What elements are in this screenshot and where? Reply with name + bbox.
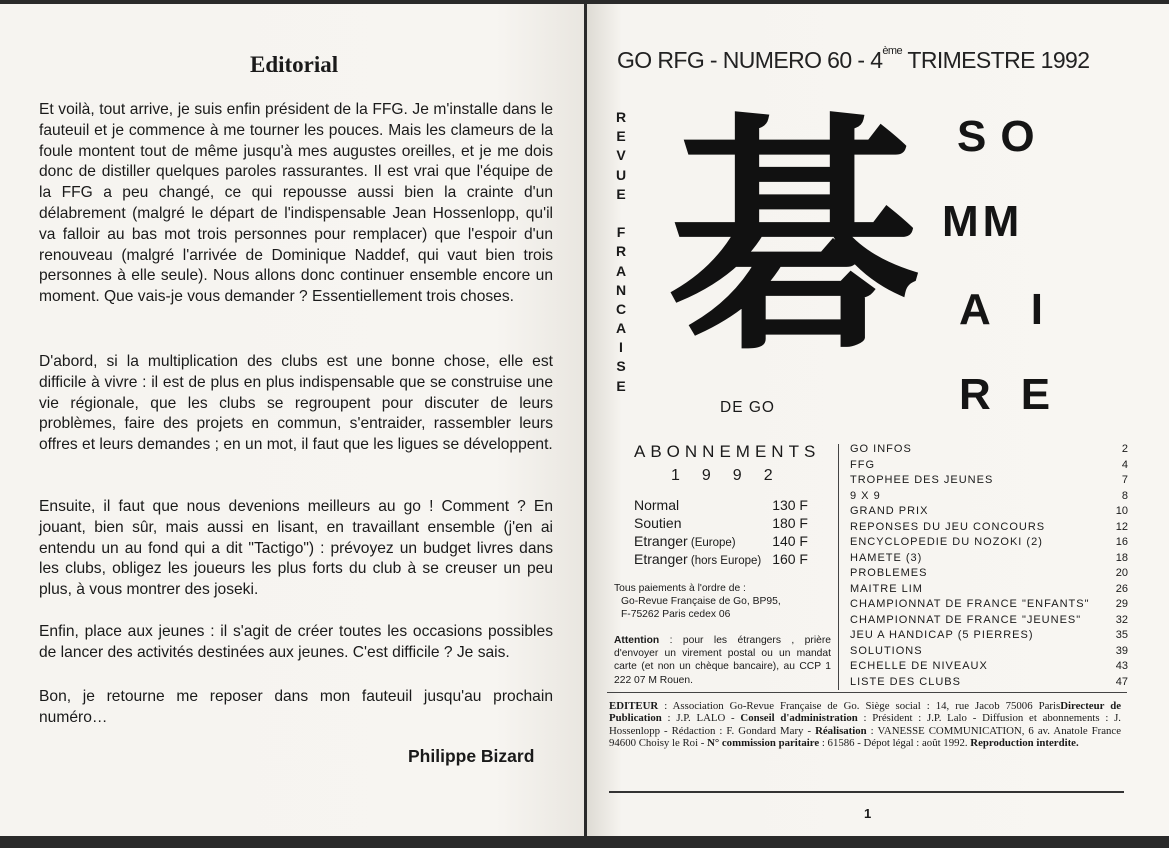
sommaire-line: SO: [957, 112, 1049, 161]
toc-title: ENCYCLOPEDIE DU NOZOKI (2): [850, 536, 1043, 548]
vertical-letter: R: [615, 243, 627, 260]
payment-instructions: [614, 582, 781, 621]
vertical-letter: F: [616, 224, 626, 241]
abonnement-price: 160 F: [772, 551, 808, 567]
abonnement-row: [634, 533, 808, 549]
payment-line: Tous paiements à l'ordre de :: [614, 583, 746, 594]
toc-entry: [850, 551, 1128, 567]
abonnements-title: ABONNEMENTS: [634, 442, 821, 461]
toc-page: 8: [1121, 489, 1128, 502]
abonnement-label: Etranger: [634, 551, 688, 567]
toc-page: 16: [1115, 536, 1128, 548]
toc-entry: [850, 675, 1128, 691]
toc-title: CHAMPIONNAT DE FRANCE "ENFANTS": [850, 598, 1090, 610]
vertical-letter: E: [616, 185, 626, 202]
abonnements-year: 1992: [671, 467, 795, 484]
issue-header-suffix: TRIMESTRE 1992: [902, 47, 1090, 73]
editorial-paragraph: Ensuite, il faut que nous devenions meilleurs au go ! Comment ? En jouant, bien sûr, mais aussi en lisant, en travaillant ensemble (j'en ai entendu un au fond qui a dit "Tactigo") : prévoyez un budget livres dans les clubs, obligez les joueurs les plus forts du club à se creuser un peu plus, à vous montrer des joseki.: [39, 498, 553, 599]
vertical-letter: C: [615, 300, 627, 317]
toc-title: HAMETE (3): [850, 551, 923, 564]
abonnement-price: 130 F: [772, 497, 808, 513]
right-page: [587, 4, 1169, 836]
vertical-letter: V: [616, 147, 626, 164]
toc-page: 10: [1115, 505, 1128, 517]
toc-title: 9 X 9: [850, 489, 881, 502]
toc-page: 43: [1115, 660, 1128, 672]
toc-title: CHAMPIONNAT DE FRANCE "JEUNES": [850, 613, 1082, 626]
vertical-letter: A: [615, 262, 627, 279]
toc-page: 18: [1115, 551, 1128, 564]
imprint-text: : Président : J.P. Lalo - Diffusion et abonnements : J. Hossenlopp - Rédaction : F. Gondard Mary -: [609, 712, 1121, 737]
abonnement-price: 180 F: [772, 515, 808, 531]
imprint-text: : Association Go-Revue Française de Go. Siège social : 14, rue Jacob 75006 Paris: [658, 700, 1061, 712]
issue-header-prefix: GO RFG - NUMERO 60 - 4: [617, 47, 883, 73]
abonnement-label: Etranger: [634, 533, 688, 549]
toc-title: TROPHEE DES JEUNES: [850, 474, 994, 486]
vertical-letter: A: [615, 320, 627, 337]
toc-entry: [850, 535, 1128, 551]
toc-title: JEU A HANDICAP (5 PIERRES): [850, 629, 1034, 641]
column-divider: [838, 444, 839, 690]
imprint-label: Conseil d'administration: [740, 712, 858, 725]
imprint-text: : J.P. LALO -: [661, 712, 741, 725]
vertical-revue-francaise: [614, 108, 628, 396]
toc-entry: [850, 473, 1128, 489]
toc-title: LISTE DES CLUBS: [850, 675, 961, 688]
issue-header: [617, 47, 1089, 74]
toc-entry: [850, 458, 1128, 474]
toc-title: MAITRE LIM: [850, 582, 923, 595]
toc-entry: [850, 613, 1128, 629]
issue-header-sup: ème: [882, 45, 902, 57]
toc-entry: [850, 582, 1128, 598]
payment-line: Go-Revue Française de Go, BP95,: [621, 596, 781, 607]
toc-entry: [850, 520, 1128, 536]
toc-entry: [850, 489, 1128, 505]
go-kanji-calligraphy: 碁: [669, 93, 919, 384]
signature: Philippe Bizard: [408, 746, 535, 766]
toc-title: GO INFOS: [850, 443, 912, 455]
toc-page: 26: [1115, 582, 1128, 595]
vertical-letter: U: [615, 166, 627, 183]
table-of-contents: [850, 442, 1128, 690]
sommaire-line: AI: [959, 285, 1083, 334]
attention-text: : pour les étrangers , prière d'envoyer un virement postal ou un mandat carte (et non un chèque bancaire), au CCP 1 222 07 M Rouen.: [614, 635, 831, 686]
vertical-letter: R: [615, 109, 627, 125]
abonnement-note: (Europe): [687, 537, 736, 549]
toc-title: REPONSES DU JEU CONCOURS: [850, 520, 1046, 533]
abonnement-note: (hors Europe): [687, 555, 762, 567]
toc-page: 29: [1115, 598, 1128, 610]
imprint-text: : 61586 - Dépot légal : août 1992.: [819, 736, 971, 749]
sommaire-line: RE: [959, 370, 1081, 419]
abonnement-price: 140 F: [772, 533, 808, 549]
toc-title: ECHELLE DE NIVEAUX: [850, 660, 988, 672]
abonnement-row: [634, 497, 808, 513]
toc-page: 12: [1115, 520, 1128, 533]
vertical-letter: E: [616, 377, 626, 394]
toc-page: 20: [1115, 567, 1128, 579]
imprint-label: N° commission paritaire: [707, 736, 820, 749]
editorial-paragraph: Bon, je retourne me reposer dans mon fauteuil jusqu'au prochain numéro…: [39, 688, 553, 726]
abonnement-row: [634, 551, 808, 567]
left-page: [0, 4, 584, 836]
toc-page: 35: [1115, 629, 1128, 641]
toc-page: 7: [1121, 474, 1128, 486]
imprint: [609, 700, 1121, 749]
toc-title: PROBLEMES: [850, 567, 928, 579]
abonnement-row: [634, 515, 808, 531]
toc-entry: [850, 659, 1128, 675]
toc-page: 32: [1115, 613, 1128, 626]
sommaire-line: MM: [942, 197, 1024, 246]
imprint-text: : VANESSE COMMUNICATION, 6 av. Anatole France 94600 Choisy le Roi -: [609, 724, 1121, 749]
payment-line: F-75262 Paris cedex 06: [621, 609, 731, 620]
vertical-letter: N: [615, 281, 627, 298]
abonnement-label: Soutien: [634, 515, 682, 531]
toc-entry: [850, 504, 1128, 520]
imprint-label: Reproduction interdite.: [970, 736, 1079, 749]
toc-title: SOLUTIONS: [850, 644, 923, 657]
imprint-label: Directeur de Publication: [609, 700, 1121, 725]
toc-title: FFG: [850, 458, 875, 471]
toc-entry: [850, 628, 1128, 644]
toc-page: 47: [1115, 675, 1128, 688]
toc-page: 4: [1121, 458, 1128, 471]
abonnement-label: Normal: [634, 497, 680, 513]
toc-page: 2: [1121, 443, 1128, 455]
de-go-label: DE GO: [720, 399, 775, 416]
vertical-letter: S: [616, 358, 626, 375]
section-divider: [607, 692, 1127, 693]
vertical-letter: I: [619, 339, 623, 356]
attention-note: [614, 634, 831, 687]
toc-entry: [850, 566, 1128, 582]
editorial-paragraph: Et voilà, tout arrive, je suis enfin président de la FFG. Je m'installe dans le fauteuil et je commence à me tourner les pouces. Mais les clameurs de la foule montent tout de même jusqu'à mes augustes oreilles, et je me dois donc de distiller quelques paroles rassurantes. Il est vrai que l'équipe de la FFG a peu changé, ce qui repousse aussi bien la crainte d'un délabrement (malgré le départ de l'indispensable Jean Hossenlopp, qu'il va falloir au bas mot trois personnes pour remplacer) que l'espoir d'un renouveau (malgré l'arrivée de Dominique Naddef, qui vaut bien trois personnes à elle seule). Nous allons donc continuer ensemble encore un moment. Que vais-je vous demander ? Essentiellement trois choses.: [39, 101, 553, 306]
toc-entry: [850, 442, 1128, 458]
editorial-paragraph: D'abord, si la multiplication des clubs est une bonne chose, elle est difficile à vivre : il est de plus en plus indispensable que se construise une vie régionale, que les clubs se regroupent pour discuter de leurs problèmes, faire des projets en commun, s'entraider, rassembler leurs offres et leurs demandes ; en un mot, il faut que les ligues se développent.: [39, 353, 553, 454]
toc-title: GRAND PRIX: [850, 505, 929, 517]
footer-rule: [609, 791, 1124, 793]
attention-label: Attention: [614, 635, 660, 646]
imprint-label: Réalisation: [815, 724, 867, 737]
imprint-label: EDITEUR: [609, 700, 659, 712]
page-number: 1: [864, 806, 872, 821]
editorial-title: Editorial: [250, 52, 339, 77]
editorial-paragraph: Enfin, place aux jeunes : il s'agit de créer toutes les occasions possibles de lancer des activités destinées aux jeunes. C'est difficile ? Je sais.: [39, 623, 553, 661]
toc-page: 39: [1115, 644, 1128, 657]
vertical-letter: E: [616, 128, 626, 145]
toc-entry: [850, 597, 1128, 613]
toc-entry: [850, 644, 1128, 660]
